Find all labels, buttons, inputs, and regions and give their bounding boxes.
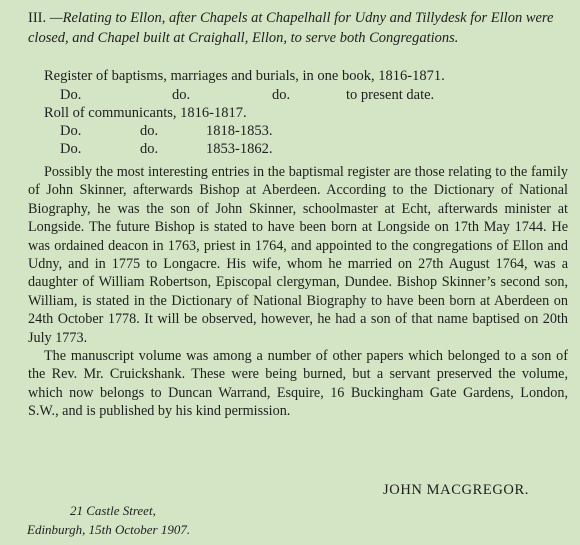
register-line-3: Roll of communicants, 1816-1817. <box>44 105 247 121</box>
register-line-5-col2: do. <box>140 141 159 157</box>
register-line-2-col3: do. <box>272 87 291 103</box>
section-title: —Relating to Ellon, after Chapels at Chapelhall for Udny and Tillydesk for Ellon were closed, and Chapel built at Craighall, Ellon, to serve both Congregations. <box>28 10 554 46</box>
section-number: III. <box>28 10 47 26</box>
paragraph-1: Possibly the most interesting entries in the baptismal register are those relating to the family of John Skinner, afterwards Bishop at Aberdeen. According to the Dictionary of National Biography, he was the son of John Skinner, schoolmaster at Echt, afterwards minister at Longside. The future Bishop is stated to have been born at Longside on 17th May 1744. He was ordained deacon in 1763, priest in 1764, and appointed to the congregations of Ellon and Udny, and in 1775 to Longacre. His wife, whom he married on 27th August 1764, was a daughter of William Robertson, Episcopal clergyman, Dundee. Bishop Skinner’s second son, William, is stated in the Dictionary of National Biography to have been born at Aberdeen on 24th October 1778. It will be observed, however, he had a son of that name baptised on 20th July 1773. <box>28 164 568 346</box>
signature: JOHN MACGREGOR. <box>383 482 529 498</box>
register-line-1: Register of baptisms, marriages and burials, in one book, 1816-1871. <box>44 68 445 84</box>
register-line-2-col4: to present date. <box>346 87 435 103</box>
register-line-5-col1: Do. <box>60 141 82 157</box>
register-line-2-col2: do. <box>172 87 191 103</box>
register-line-4-col2: do. <box>140 123 159 139</box>
section-heading <box>28 8 568 48</box>
register-line-4-col1: Do. <box>60 123 82 139</box>
register-line-2-col1: Do. <box>60 87 82 103</box>
paragraph-2: The manuscript volume was among a number of other papers which belonged to a son of the Rev. Mr. Cruickshank. These were being burned, but a servant preserved the volume, which now belongs to Duncan Warrand, Esquire, 16 Buckingham Gate Gardens, London, S.W., and is published by his kind permission. <box>28 348 568 420</box>
address-line-2: Edinburgh, 15th October 1907. <box>27 522 191 537</box>
register-line-5-col3: 1853-1862. <box>206 141 273 157</box>
body-text <box>28 163 568 421</box>
register-line-4-col3: 1818-1853. <box>206 123 273 139</box>
address-line-1: 21 Castle Street, <box>70 503 156 518</box>
